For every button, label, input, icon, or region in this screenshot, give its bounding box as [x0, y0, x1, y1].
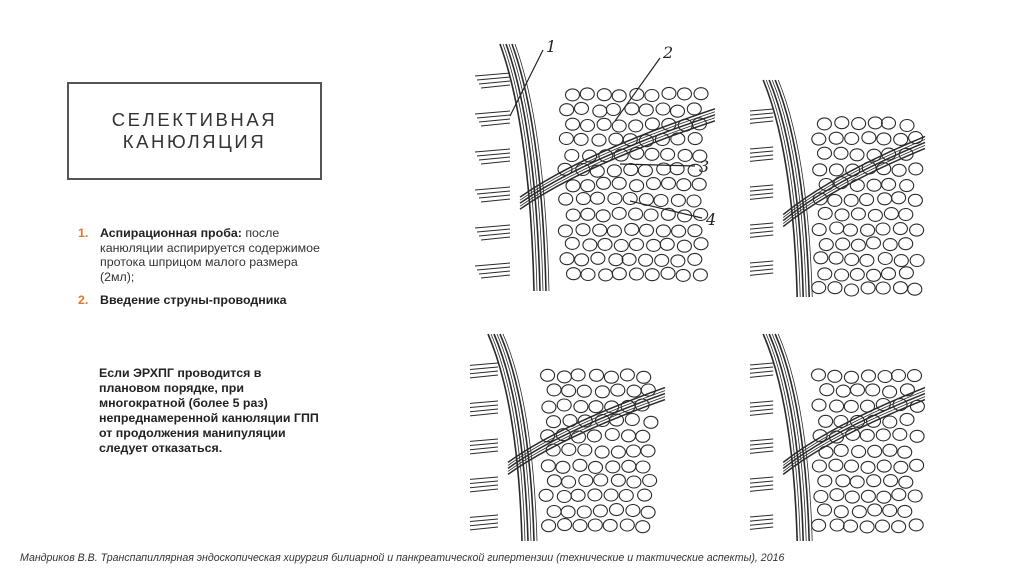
- step-body-text: после канюляции аспирируется содержимое протока шприцом малого размера (2мл);: [100, 226, 320, 284]
- step-number: 2.: [78, 293, 89, 307]
- step-list: [78, 226, 328, 317]
- figure-label-1: 1: [546, 37, 557, 56]
- cannulation-illustration: [470, 36, 940, 546]
- warning-note: Если ЭРХПГ проводится в плановом порядке, при многократной (более 5 раз) непреднамеренной канюляции ГПП от продолжения манипуляции следует отказаться.: [99, 366, 319, 455]
- slide-title-box: [67, 82, 322, 180]
- figure-label-2: 2: [663, 43, 674, 62]
- slide-title-line-1: СЕЛЕКТИВНАЯ: [111, 109, 278, 130]
- step-bold-text: Введение струны-проводника: [100, 293, 287, 307]
- list-item: [78, 226, 328, 284]
- step-number: 1.: [78, 226, 89, 240]
- step-text: [100, 226, 328, 284]
- figure-label-layer: [470, 36, 940, 546]
- step-bold-text: Аспирационная проба:: [100, 226, 242, 240]
- list-item: [78, 293, 328, 308]
- slide-title-line-2: КАНЮЛЯЦИЯ: [122, 131, 267, 152]
- figure-label-3: 3: [699, 157, 710, 176]
- step-text: [100, 293, 286, 308]
- figure-label-4: 4: [706, 210, 717, 229]
- source-citation: Мандриков В.В. Транспапиллярная эндоскопическая хирургия билиарной и панкреатической гипертензии (технические и тактические аспекты), 2016: [20, 552, 785, 564]
